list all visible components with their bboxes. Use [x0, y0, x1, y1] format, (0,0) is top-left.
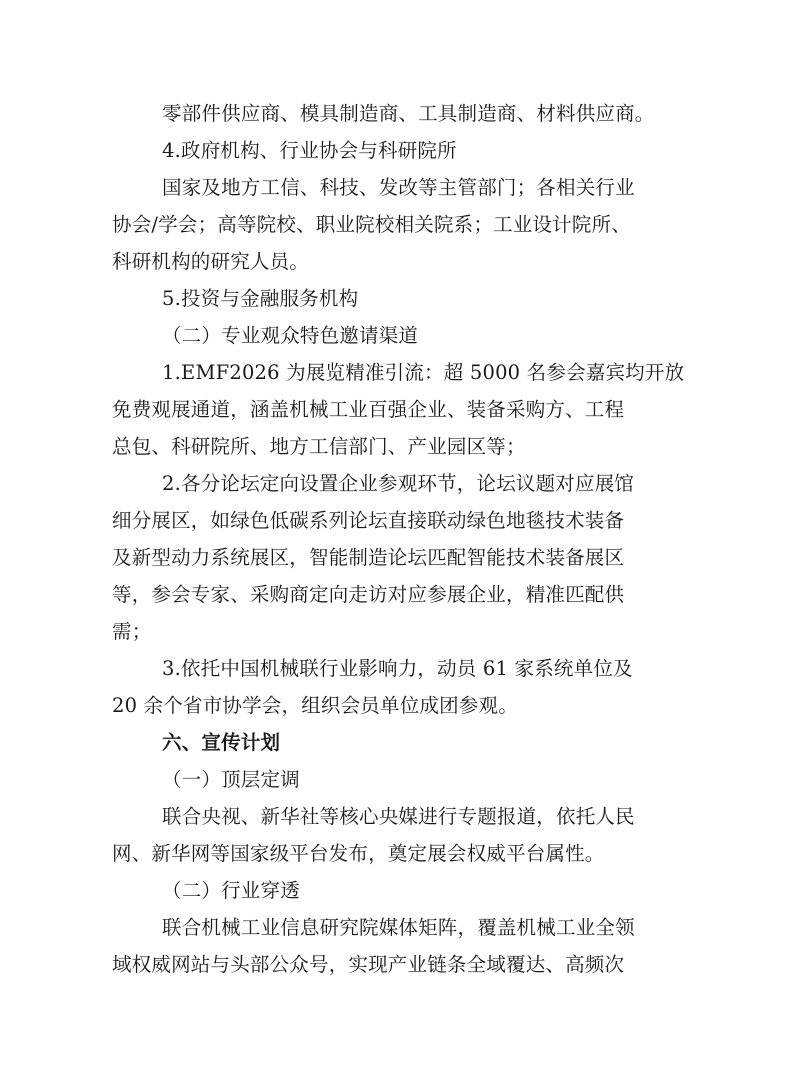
section-heading: 六、宣传计划: [162, 731, 281, 754]
text-line: 域权威网站与头部公众号，实现产业链条全域覆达、高频次: [112, 953, 625, 976]
list-heading: 4.政府机构、行业协会与科研院所: [162, 139, 457, 162]
text-line: 国家及地方工信、科技、发改等主管部门；各相关行业: [162, 176, 635, 199]
subsection-heading: （二）行业穿透: [162, 879, 300, 902]
subsection-heading: （二）专业观众特色邀请渠道: [162, 324, 419, 347]
text-line: 协会/学会；高等院校、职业院校相关院系；工业设计院所、: [112, 213, 631, 236]
text-line: 细分展区，如绿色低碳系列论坛直接联动绿色地毯技术装备: [112, 509, 625, 532]
text-line: 需；: [112, 620, 152, 643]
text-line: 1.EMF2026 为展览精准引流：超 5000 名参会嘉宾均开放: [162, 361, 685, 384]
text-line: 网、新华网等国家级平台发布，奠定展会权威平台属性。: [112, 842, 605, 865]
text-line: 3.依托中国机械联行业影响力，动员 61 家系统单位及: [162, 657, 633, 680]
text-line: 联合机械工业信息研究院媒体矩阵，覆盖机械工业全领: [162, 916, 635, 939]
text-line: 联合央视、新华社等核心央媒进行专题报道，依托人民: [162, 805, 635, 828]
text-line: 零部件供应商、模具制造商、工具制造商、材料供应商。: [162, 102, 655, 125]
text-line: 免费观展通道，涵盖机械工业百强企业、装备采购方、工程: [112, 398, 625, 421]
subsection-heading: （一）顶层定调: [162, 768, 300, 791]
list-heading: 5.投资与金融服务机构: [162, 287, 359, 310]
text-line: 等，参会专家、采购商定向走访对应参展企业，精准匹配供: [112, 583, 625, 606]
text-line: 2.各分论坛定向设置企业参观环节，论坛议题对应展馆: [162, 472, 635, 495]
text-line: 科研机构的研究人员。: [112, 250, 310, 273]
text-line: 总包、科研院所、地方工信部门、产业园区等；: [112, 435, 526, 458]
text-line: 20 余个省市协学会，组织会员单位成团参观。: [112, 694, 518, 717]
text-line: 及新型动力系统展区，智能制造论坛匹配智能技术装备展区: [112, 546, 625, 569]
